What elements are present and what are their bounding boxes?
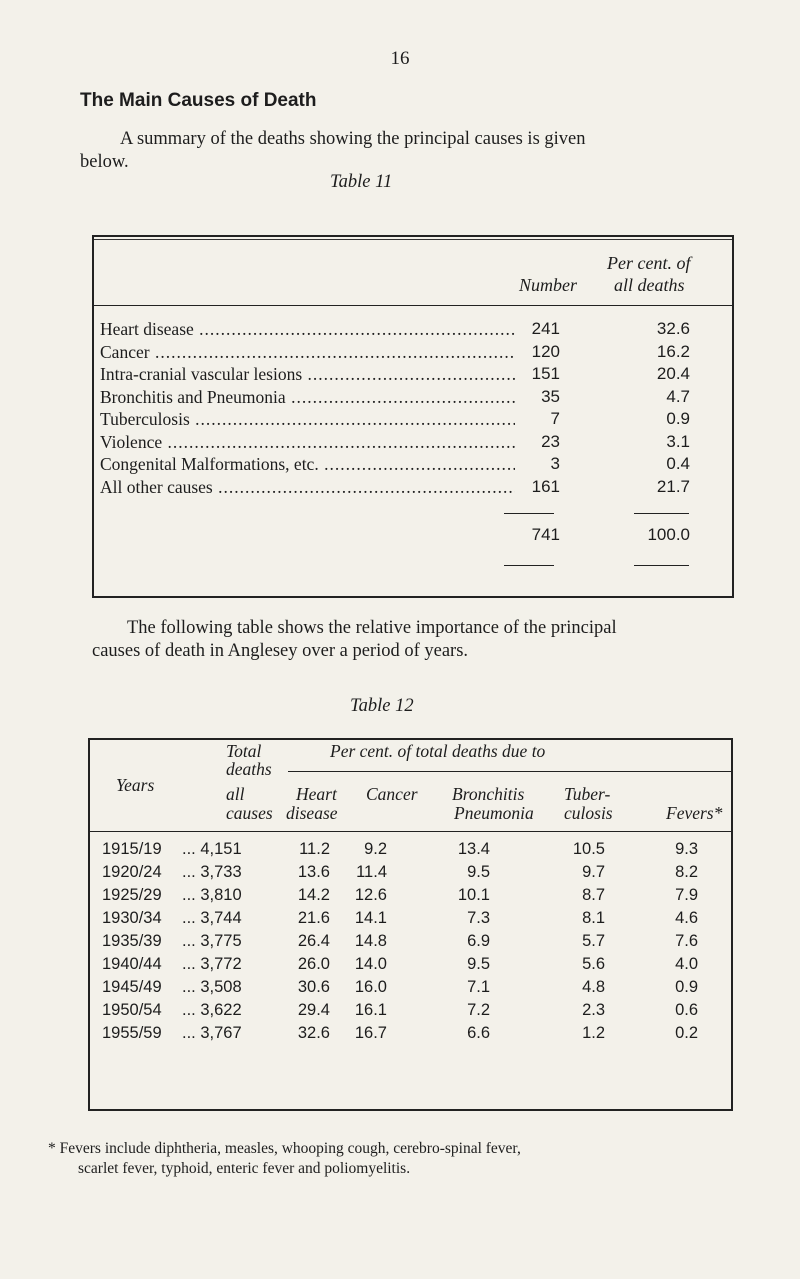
death-percent: 16.2 [656, 341, 690, 361]
page-number: 16 [390, 48, 410, 69]
table-12-span-rule [288, 771, 731, 772]
years-cell: 1930/34 [102, 909, 162, 927]
table-12-heart-header-2: disease [286, 803, 338, 823]
cause-name: Heart disease ..... [100, 319, 515, 340]
bronchitis-cell: 7.2 [467, 1001, 490, 1019]
total-deaths-cell: ... 3,744 [182, 909, 242, 927]
table-row [90, 978, 731, 1000]
cause-name: Violence ..... [100, 432, 515, 453]
table-11-pct-header-1: Per cent. of [607, 253, 691, 273]
cancer-cell: 11.4 [356, 863, 387, 881]
table-row [100, 454, 730, 477]
section-heading: The Main Causes of Death [80, 90, 317, 111]
total-deaths-cell: ... 3,733 [182, 863, 242, 881]
table-row [100, 432, 730, 455]
years-cell: 1945/49 [102, 978, 162, 996]
table-12-cancer-header: Cancer [366, 784, 418, 804]
intro-line-2: below. [80, 152, 129, 172]
fevers-cell: 0.2 [675, 1024, 698, 1042]
intro-paragraph [80, 128, 760, 174]
death-count: 241 [531, 319, 560, 338]
tuberculosis-cell: 1.2 [582, 1024, 605, 1042]
cause-name: Bronchitis and Pneumonia ..... [100, 387, 515, 408]
death-count: 7 [550, 409, 560, 428]
total-deaths-cell: ... 3,775 [182, 932, 242, 950]
fevers-cell: 4.6 [675, 909, 698, 927]
table-12-years-header: Years [116, 775, 155, 795]
years-cell: 1950/54 [102, 1001, 162, 1019]
table-12-tub-header-2: culosis [564, 803, 613, 823]
heart-disease-cell: 21.6 [297, 909, 330, 927]
table-12-header-rule [90, 831, 731, 832]
table-11-total-rule-number [504, 565, 554, 566]
death-count: 161 [531, 476, 560, 496]
table-row [100, 409, 730, 432]
table-12-total-header-4: causes [226, 803, 273, 823]
death-count: 3 [550, 454, 560, 473]
table-11-total-number: 741 [531, 525, 560, 544]
tuberculosis-cell: 10.5 [572, 840, 605, 858]
total-deaths-cell: ... 3,772 [182, 955, 242, 973]
bronchitis-cell: 13.4 [457, 840, 490, 858]
death-count: 23 [541, 431, 560, 451]
cancer-cell: 16.1 [354, 1001, 387, 1019]
table-12-total-header-1: Total [226, 741, 262, 761]
cause-name: All other causes ..... [100, 477, 515, 498]
para2-line-2: causes of death in Anglesey over a period of years. [92, 641, 469, 661]
total-deaths-cell: ... 3,622 [182, 1001, 242, 1019]
tuberculosis-cell: 5.7 [582, 932, 605, 950]
tuberculosis-cell: 8.1 [582, 909, 605, 927]
table-row [90, 886, 731, 908]
tuberculosis-cell: 5.6 [582, 955, 605, 973]
cancer-cell: 14.1 [354, 909, 387, 927]
bronchitis-cell: 10.1 [457, 886, 490, 904]
heart-disease-cell: 13.6 [297, 863, 330, 881]
tuberculosis-cell: 8.7 [582, 886, 605, 904]
total-deaths-cell: ... 4,151 [182, 840, 242, 858]
bronchitis-cell: 7.1 [467, 978, 490, 996]
footnote-line-2: scarlet fever, typhoid, enteric fever and poliomyelitis. [78, 1160, 411, 1177]
table-12-tub-header-1: Tuber- [564, 784, 611, 804]
death-count: 120 [531, 341, 560, 361]
table-row [100, 364, 730, 387]
table-11-top-rule [94, 239, 732, 240]
heart-disease-cell: 32.6 [297, 1024, 330, 1042]
footnote-line-1: * Fevers include diphtheria, measles, whooping cough, cerebro-spinal fever, [48, 1140, 521, 1157]
fevers-cell: 9.3 [675, 840, 698, 858]
cancer-cell: 12.6 [354, 886, 387, 904]
cancer-cell: 9.2 [364, 840, 387, 858]
bronchitis-cell: 6.9 [467, 932, 490, 950]
second-paragraph [92, 617, 752, 663]
table-12-total-header-2: deaths [226, 759, 272, 779]
cause-name: Tuberculosis ..... [100, 409, 515, 430]
death-percent: 21.7 [656, 476, 690, 496]
intro-line-1: A summary of the deaths showing the principal causes is given [120, 129, 586, 149]
bronchitis-cell: 7.3 [467, 909, 490, 927]
death-percent: 32.6 [656, 319, 690, 338]
table-row [90, 840, 731, 862]
table-11-number-header: Number [519, 275, 577, 295]
table-11-pct-header-2: all deaths [614, 275, 685, 295]
table-row [90, 863, 731, 885]
fevers-cell: 0.9 [675, 978, 698, 996]
death-percent: 3.1 [666, 431, 690, 451]
table-11-sum-rule-number [504, 513, 554, 514]
heart-disease-cell: 11.2 [299, 840, 330, 858]
tuberculosis-cell: 2.3 [582, 1001, 605, 1019]
table-row [90, 909, 731, 931]
death-count: 151 [531, 364, 560, 383]
table-row [90, 1001, 731, 1023]
table-12-fevers-header: Fevers* [666, 803, 723, 823]
cancer-cell: 16.7 [354, 1024, 387, 1042]
table-12-bron-header-2: Pneumonia [454, 803, 534, 823]
death-percent: 0.4 [666, 454, 690, 473]
table-12-label: Table 12 [350, 696, 414, 716]
heart-disease-cell: 30.6 [297, 978, 330, 996]
table-12-bron-header-1: Bronchitis [452, 784, 525, 804]
table-11-total-pct: 100.0 [647, 525, 690, 544]
table-row [90, 932, 731, 954]
fevers-cell: 7.6 [675, 932, 698, 950]
years-cell: 1915/19 [102, 840, 162, 858]
total-deaths-cell: ... 3,508 [182, 978, 242, 996]
footnote [48, 1139, 768, 1179]
death-percent: 20.4 [656, 364, 690, 383]
table-11-label: Table 11 [330, 172, 393, 192]
table-11-sum-rule-pct [634, 513, 689, 514]
fevers-cell: 4.0 [675, 955, 698, 973]
table-12 [88, 738, 733, 1111]
years-cell: 1920/24 [102, 863, 162, 881]
table-row [100, 342, 730, 365]
table-row [100, 477, 730, 500]
table-11-header-rule [94, 305, 732, 306]
years-cell: 1940/44 [102, 955, 162, 973]
tuberculosis-cell: 9.7 [582, 863, 605, 881]
heart-disease-cell: 26.4 [297, 932, 330, 950]
heart-disease-cell: 29.4 [297, 1001, 330, 1019]
death-percent: 0.9 [666, 409, 690, 428]
cause-name: Cancer ..... [100, 342, 515, 363]
table-11-total-row [100, 525, 730, 548]
cause-name: Congenital Malformations, etc. ..... [100, 454, 515, 475]
bronchitis-cell: 6.6 [467, 1024, 490, 1042]
table-11-total-rule-pct [634, 565, 689, 566]
table-row [100, 319, 730, 342]
tuberculosis-cell: 4.8 [582, 978, 605, 996]
total-deaths-cell: ... 3,810 [182, 886, 242, 904]
cause-name: Intra-cranial vascular lesions ..... [100, 364, 515, 385]
cancer-cell: 14.0 [354, 955, 387, 973]
table-row [90, 955, 731, 977]
table-12-total-header-3: all [226, 784, 245, 804]
death-count: 35 [541, 386, 560, 406]
cancer-cell: 14.8 [354, 932, 387, 950]
table-12-heart-header-1: Heart [296, 784, 337, 804]
fevers-cell: 0.6 [675, 1001, 698, 1019]
fevers-cell: 7.9 [675, 886, 698, 904]
years-cell: 1955/59 [102, 1024, 162, 1042]
table-row [100, 387, 730, 410]
death-percent: 4.7 [666, 386, 690, 406]
bronchitis-cell: 9.5 [467, 863, 490, 881]
heart-disease-cell: 14.2 [297, 886, 330, 904]
table-11 [92, 235, 734, 598]
fevers-cell: 8.2 [675, 863, 698, 881]
table-row [90, 1024, 731, 1046]
table-12-span-header: Per cent. of total deaths due to [330, 741, 546, 761]
cancer-cell: 16.0 [354, 978, 387, 996]
years-cell: 1925/29 [102, 886, 162, 904]
years-cell: 1935/39 [102, 932, 162, 950]
bronchitis-cell: 9.5 [467, 955, 490, 973]
heart-disease-cell: 26.0 [297, 955, 330, 973]
total-deaths-cell: ... 3,767 [182, 1024, 242, 1042]
para2-line-1: The following table shows the relative importance of the principal [127, 618, 617, 638]
